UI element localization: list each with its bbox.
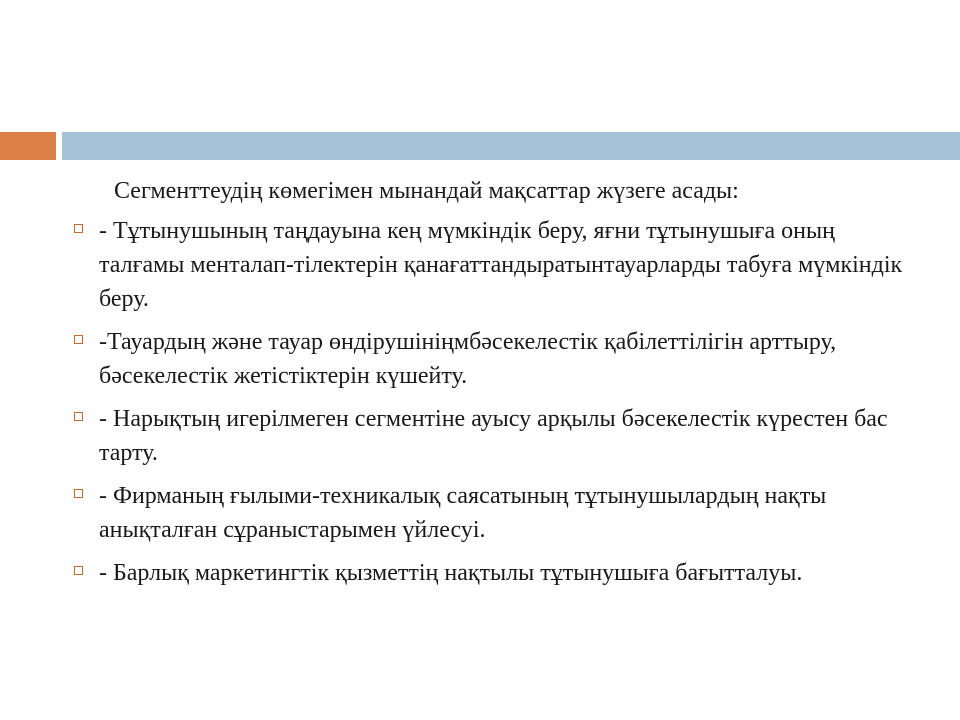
- square-bullet-icon: [74, 489, 83, 498]
- slide-intro: Сегменттеудің көмегімен мынандай мақсаттар жүзеге асады:: [114, 178, 739, 204]
- square-bullet-icon: [74, 335, 83, 344]
- square-bullet-icon: [74, 566, 83, 575]
- bullet-list: [74, 214, 920, 590]
- list-item-text: -Тауардың және тауар өндірушініңмбәсекелестік қабілеттілігін арттыру, бәсекелестік жетістіктерін күшейту.: [99, 329, 837, 389]
- header-accent-blue: [62, 132, 960, 160]
- list-item: [74, 214, 920, 316]
- list-item-text: - Нарықтың игерілмеген сегментіне ауысу арқылы бәсекелестік күрестен бас тарту.: [99, 406, 888, 466]
- square-bullet-icon: [74, 412, 83, 421]
- list-item-text: - Фирманың ғылыми-техникалық саясатының тұтынушылардың нақты анықталған сұраныстарымен үйлесуі.: [99, 483, 827, 543]
- slide-content: [74, 174, 920, 599]
- list-item: [74, 402, 920, 470]
- square-bullet-icon: [74, 224, 83, 233]
- header-accent-orange: [0, 132, 56, 160]
- list-item: [74, 479, 920, 547]
- list-item-text: - Тұтынушының таңдауына кең мүмкіндік беру, яғни тұтынушыға оның талғамы менталап-тілектерін қанағаттандыратынтауарларды табуға мүмкіндік беру.: [99, 218, 903, 312]
- list-item-text: - Барлық маркетингтік қызметтің нақтылы тұтынушыға бағытталуы.: [99, 560, 803, 586]
- list-item: [74, 556, 920, 590]
- list-item: [74, 325, 920, 393]
